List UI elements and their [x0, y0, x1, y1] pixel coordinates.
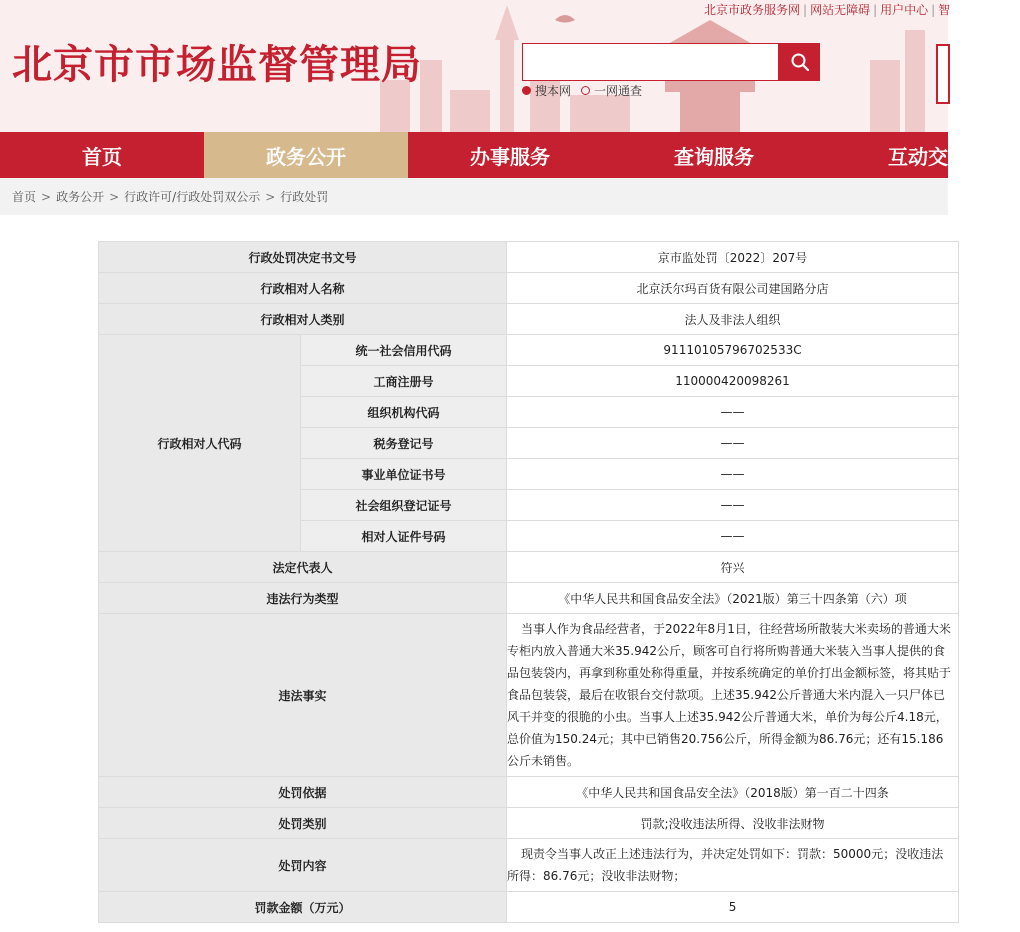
nav-services[interactable]: 办事服务: [470, 144, 550, 169]
top-link-more[interactable]: 智: [938, 3, 951, 17]
facts-value: [507, 614, 959, 777]
facts-label: 违法事实: [99, 614, 507, 777]
table-row: [99, 552, 959, 583]
breadcrumb-dual-disclosure[interactable]: 行政许可/行政处罚双公示: [124, 190, 261, 204]
penalty-type-value: 罚款;没收违法所得、没收非法财物: [507, 808, 959, 839]
penalty-type-label: 处罚类别: [99, 808, 507, 839]
decision-no-label: 行政处罚决定书文号: [99, 242, 507, 273]
penalty-content-value: [507, 839, 959, 892]
violation-type-value: 《中华人民共和国食品安全法》（2021版）第三十四条第（六）项: [507, 583, 959, 614]
fine-label: 罚款金额（万元）: [99, 892, 507, 923]
side-badge[interactable]: [936, 44, 950, 104]
party-type-label: 行政相对人类别: [99, 304, 507, 335]
breadcrumb-home[interactable]: 首页: [12, 190, 37, 204]
breadcrumb: [0, 178, 948, 215]
top-links: 北京市政务服务网 | 网站无障碍 | 用户中心 | 智: [704, 3, 951, 17]
legal-rep-value: 符兴: [507, 552, 959, 583]
search-scope-all-label: 一网通查: [594, 84, 643, 98]
breadcrumb-separator: >: [109, 189, 120, 204]
top-link-user-center[interactable]: 用户中心: [880, 3, 929, 17]
nav-gov-affairs[interactable]: 政务公开: [204, 132, 408, 178]
id-no-label: 相对人证件号码: [301, 521, 507, 552]
nav-query[interactable]: 查询服务: [674, 144, 754, 169]
breadcrumb-separator: >: [41, 189, 52, 204]
table-row: [99, 777, 959, 808]
breadcrumb-penalty[interactable]: 行政处罚: [280, 190, 329, 204]
tax-reg-value: ——: [507, 428, 959, 459]
radio-unchecked-icon: [581, 86, 590, 95]
tax-reg-label: 税务登记号: [301, 428, 507, 459]
nav-home[interactable]: 首页: [82, 144, 122, 169]
party-name-label: 行政相对人名称: [99, 273, 507, 304]
fine-value: 5: [507, 892, 959, 923]
social-org-label: 社会组织登记证号: [301, 490, 507, 521]
business-reg-label: 工商注册号: [301, 366, 507, 397]
search-input[interactable]: [522, 43, 779, 81]
table-row: [99, 242, 959, 273]
party-type-value: 法人及非法人组织: [507, 304, 959, 335]
table-row: [99, 583, 959, 614]
penalty-content-label: 处罚内容: [99, 839, 507, 892]
search-scope-site[interactable]: [522, 82, 571, 99]
id-no-value: ——: [507, 521, 959, 552]
credit-code-value: 91110105796702533C: [507, 335, 959, 366]
table-row: [99, 614, 959, 777]
institution-cert-label: 事业单位证书号: [301, 459, 507, 490]
business-reg-value: 110000420098261: [507, 366, 959, 397]
search-icon: [790, 52, 810, 72]
credit-code-label: 统一社会信用代码: [301, 335, 507, 366]
table-row: [99, 892, 959, 923]
table-row: [99, 304, 959, 335]
penalty-record-table: [98, 241, 959, 923]
basis-value: 《中华人民共和国食品安全法》（2018版）第一百二十四条: [507, 777, 959, 808]
table-row: [99, 839, 959, 892]
table-row: [99, 335, 959, 366]
main-nav: [0, 132, 948, 178]
radio-checked-icon: [522, 86, 531, 95]
org-code-value: ——: [507, 397, 959, 428]
penalty-content-text: 现责令当事人改正上述违法行为，并决定处罚如下：罚款：50000元；没收违法所得：86.76元；没收非法财物；: [507, 847, 944, 883]
violation-type-label: 违法行为类型: [99, 583, 507, 614]
search-scope: [522, 82, 642, 99]
site-header: [0, 0, 951, 132]
org-code-label: 组织机构代码: [301, 397, 507, 428]
breadcrumb-separator: >: [265, 189, 276, 204]
social-org-value: ——: [507, 490, 959, 521]
table-row: [99, 808, 959, 839]
facts-text: 当事人作为食品经营者，于2022年8月1日，往经营场所散装大米卖场的普通大米专柜内放入普通大米35.942公斤，顾客可自行将所购普通大米装入当事人提供的食品包装袋内，再拿到称重处称得重量，并按系统确定的单价打出金额标签，将其贴于食品包装袋，最后在收银台交付款项。上述35.942公斤普通大米内混入一只尸体已风干并变的很脆的小虫。当事人上述35.942公斤普通大米，单价为每公斤4.18元，总价值为150.24元；其中已销售20.756公斤，所得金额为86.76元；还有15.186公斤未销售。: [507, 622, 952, 768]
party-name-value: 北京沃尔玛百货有限公司建国路分店: [507, 273, 959, 304]
search-scope-site-label: 搜本网: [535, 84, 572, 98]
top-link-accessibility[interactable]: 网站无障碍: [810, 3, 871, 17]
table-row: [99, 273, 959, 304]
decision-no-value: 京市监处罚〔2022〕207号: [507, 242, 959, 273]
code-group-label: 行政相对人代码: [99, 335, 301, 552]
nav-interaction[interactable]: 互动交: [888, 144, 948, 169]
basis-label: 处罚依据: [99, 777, 507, 808]
site-title[interactable]: 北京市市场监督管理局: [12, 42, 422, 88]
legal-rep-label: 法定代表人: [99, 552, 507, 583]
breadcrumb-gov-affairs[interactable]: 政务公开: [56, 190, 105, 204]
top-link-gov-service[interactable]: 北京市政务服务网: [704, 3, 801, 17]
search-button[interactable]: [779, 43, 820, 81]
institution-cert-value: ——: [507, 459, 959, 490]
search-scope-all[interactable]: [581, 82, 642, 99]
